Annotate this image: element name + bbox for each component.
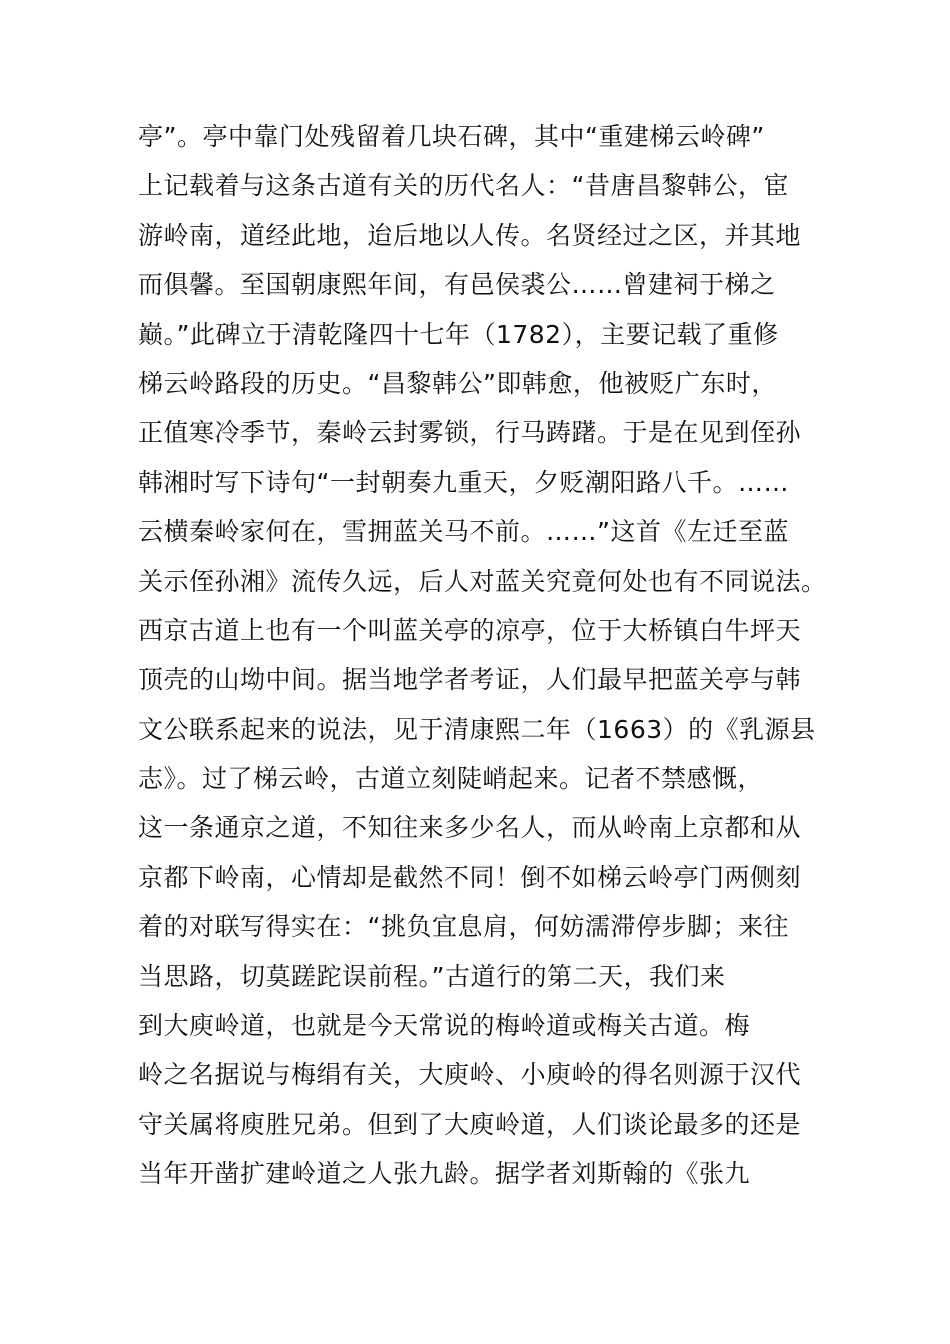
text-line: 正值寒冷季节，秦岭云封雾锁，行马踌躇。于是在见到侄孙 — [138, 418, 802, 448]
text-line: 上记载着与这条古道有关的历代名人：“昔唐昌黎韩公，宦 — [138, 171, 789, 201]
text-line: 京都下岭南，心情却是截然不同！倒不如梯云岭亭门两侧刻 — [138, 862, 802, 892]
text-line: 云横秦岭家何在，雪拥蓝关马不前。……”这首《左迁至蓝 — [138, 517, 789, 547]
body-text — [138, 112, 838, 1199]
text-line: 亭”。亭中靠门处残留着几块石碑，其中“重建梯云岭碑” — [138, 122, 765, 151]
text-line: 到大庾岭道，也就是今天常说的梅岭道或梅关古道。梅 — [138, 1011, 751, 1041]
text-line: 游岭南，道经此地，迨后地以人传。名贤经过之区，并其地 — [138, 220, 802, 250]
text-line: 着的对联写得实在：“挑负宜息肩，何妨濡滞停步脚；来往 — [138, 912, 789, 942]
text-line: 这一条通京之道，不知往来多少名人，而从岭南上京都和从 — [138, 813, 802, 843]
text-line: 文公联系起来的说法，见于清康熙二年（1663）的《乳源县 — [138, 714, 816, 744]
text-line: 巅。”此碑立于清乾隆四十七年（1782），主要记载了重修 — [138, 319, 779, 349]
text-line: 当年开凿扩建岭道之人张九龄。据学者刘斯翰的《张九 — [138, 1159, 751, 1189]
text-line: 志》。过了梯云岭，古道立刻陡峭起来。记者不禁感慨， — [138, 764, 764, 794]
text-line: 岭之名据说与梅绢有关，大庾岭、小庾岭的得名则源于汉代 — [138, 1060, 802, 1090]
text-line: 韩湘时写下诗句“一封朝奏九重天，夕贬潮阳路八千。…… — [138, 467, 789, 497]
text-line: 梯云岭路段的历史。“昌黎韩公”即韩愈，他被贬广东时， — [138, 368, 777, 398]
text-line: 关示侄孙湘》流传久远，后人对蓝关究竟何处也有不同说法。 — [138, 566, 827, 596]
text-line: 而俱馨。至国朝康熙年间，有邑侯裘公……曾建祠于梯之 — [138, 270, 776, 300]
text-line: 顶壳的山坳中间。据当地学者考证，人们最早把蓝关亭与韩 — [138, 665, 802, 695]
text-line: 西京古道上也有一个叫蓝关亭的凉亭，位于大桥镇白牛坪天 — [138, 615, 802, 645]
text-line: 守关属将庾胜兄弟。但到了大庾岭道，人们谈论最多的还是 — [138, 1109, 802, 1139]
text-line: 当思路，切莫蹉跎误前程。”古道行的第二天，我们来 — [138, 961, 726, 991]
